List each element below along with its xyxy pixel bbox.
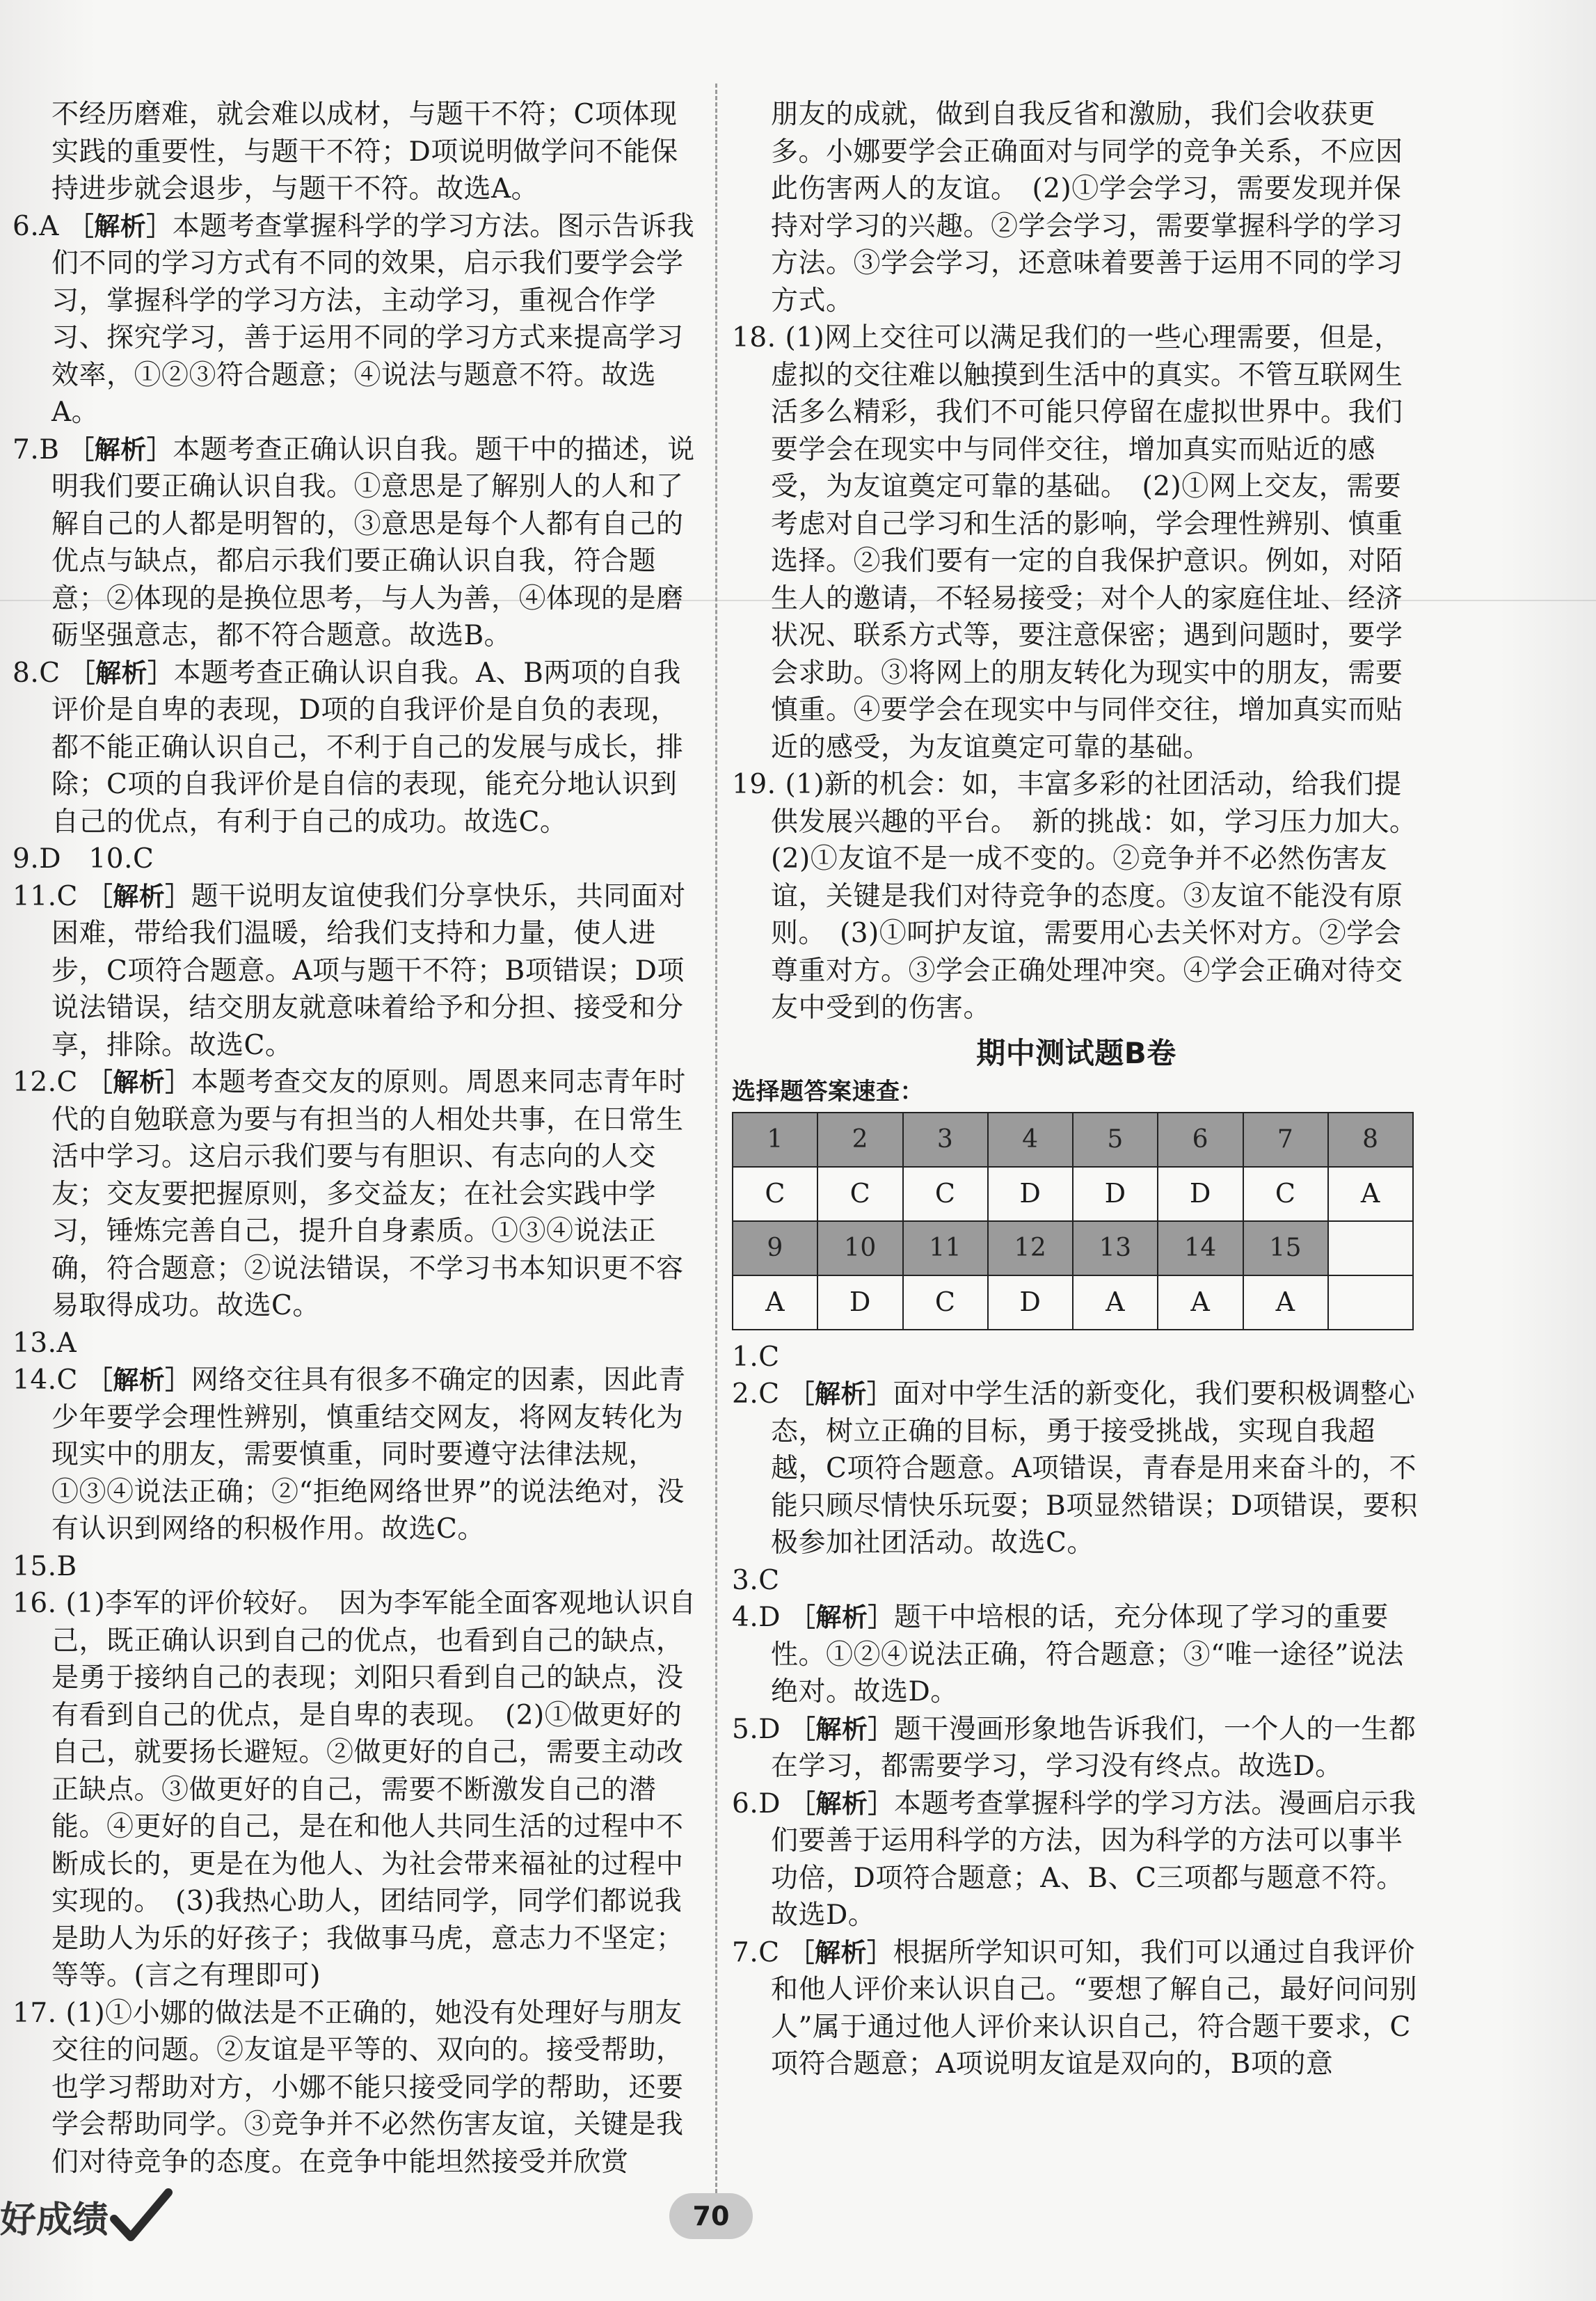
answer-item [13, 655, 701, 841]
answer-text: 题干中培根的话，充分体现了学习的重要性。①②④说法正确，符合题意；③“唯一途径”说法绝对。故选D。 [771, 1602, 1404, 1707]
analysis-tag: ［解析］ [789, 1714, 894, 1744]
answer-text: 网络交往具有很多不确定的因素，因此青少年要学会理性辨别，慎重结交网友，将网友转化为现实中的朋友，需要慎重，同时要遵守法律法规，①③④说法正确；②“拒绝网络世界”的说法绝对，没有认识到网络的积极作用。故选C。 [51, 1364, 686, 1545]
answer-cell: C [903, 1167, 988, 1221]
empty-cell [1328, 1275, 1413, 1330]
answer-cell: A [1243, 1275, 1328, 1330]
quick-answer-title: 选择题答案速查： [732, 1077, 924, 1106]
answer-item [13, 431, 701, 655]
analysis-tag: ［解析］ [788, 1379, 893, 1409]
answer-cell: C [903, 1275, 988, 1330]
question-number-cell: 8 [1328, 1113, 1413, 1167]
answer-cell: C [1243, 1167, 1328, 1221]
analysis-tag: ［解析］ [86, 1067, 191, 1097]
answer-table-number-row [733, 1221, 1413, 1275]
answer-text: (1)①小娜的做法是不正确的，她没有处理好与朋友交往的问题。②友谊是平等的、双向的。接受帮助，也学习帮助对方，小娜不能只接受同学的帮助，还要学会帮助同学。③竞争并不必然伤害友谊，关键是我们对待竞争的态度。在竞争中能坦然接受并欣赏 [51, 1997, 684, 2178]
answer-table-answer-row [733, 1275, 1413, 1330]
question-number-cell: 1 [733, 1113, 817, 1167]
question-number-cell: 6 [1158, 1113, 1243, 1167]
analysis-tag: ［解析］ [86, 881, 191, 911]
answer-item [732, 1711, 1421, 1785]
answer-item [13, 1064, 701, 1325]
question-number-cell: 2 [817, 1113, 902, 1167]
answer-number: 7.C [732, 1936, 780, 1968]
answer-text: 本题考查掌握科学的学习方法。图示告诉我们不同的学习方式有不同的效果，启示我们要学会学习，掌握科学的学习方法，主动学习，重视合作学习、探究学习，善于运用不同的学习方式来提高学习效率，①②③符合题意；④说法与题意不符。故选A。 [51, 210, 695, 428]
answer-number: 7.B [13, 433, 60, 465]
answer-continuation [13, 96, 701, 208]
answer-number: 1.C [732, 1341, 780, 1373]
question-number-cell: 12 [988, 1221, 1073, 1275]
answer-number: 13.A [13, 1327, 77, 1359]
question-number-cell: 4 [988, 1113, 1073, 1167]
question-number-cell: 3 [903, 1113, 988, 1167]
answer-item [13, 1585, 701, 1995]
answer-number: 8.C [13, 657, 61, 689]
question-number-cell: 13 [1073, 1221, 1158, 1275]
answer-item [13, 1548, 701, 1586]
answer-item [13, 208, 701, 431]
answer-table-number-row [733, 1113, 1413, 1167]
answer-item [732, 1599, 1421, 1711]
answer-cell: D [988, 1275, 1073, 1330]
answer-text: 朋友的成就，做到自我反省和激励，我们会收获更多。小娜要学会正确面对与同学的竞争关系，不应因此伤害两人的友谊。 (2)①学会学习，需要发现并保持对学习的兴趣。②学会学习，需要掌握科学的学习方法。③学会学习，还意味着要善于运用不同的学习方式。 [771, 99, 1403, 317]
answer-text: 不经历磨难，就会难以成材，与题干不符；C项体现实践的重要性，与题干不符；D项说明做学问不能保持进步就会退步，与题干不符。故选A。 [51, 99, 678, 205]
answer-cell: A [1328, 1167, 1413, 1221]
question-number-cell: 9 [733, 1221, 817, 1275]
answer-cell: D [1158, 1167, 1243, 1221]
analysis-tag: ［解析］ [789, 1602, 894, 1632]
empty-cell [1328, 1221, 1413, 1275]
answer-item [732, 766, 1431, 1027]
section-title: 期中测试题B卷 [976, 1035, 1176, 1070]
answer-number: 14.C [13, 1364, 78, 1396]
question-number-cell: 10 [817, 1221, 902, 1275]
answer-item [13, 1995, 701, 2181]
answer-text: (1)新的机会：如，丰富多彩的社团活动，给我们提供发展兴趣的平台。 新的挑战：如，学习压力加大。 (2)①友谊不是一成不变的。②竞争并不必然伤害友谊，关键是我们对待竞争的态度。③友谊不能没有原则。 (3)①呵护友谊，需要用心去关怀对方。②学会尊重对方。③学会正确处理冲突。④学会正确对待交友中受到的伤害。 [771, 769, 1431, 1024]
answer-number: 19. [732, 769, 776, 800]
answer-text: 面对中学生活的新变化，我们要积极调整心态，树立正确的目标，勇于接受挑战，实现自我超越，C项符合题意。A项错误，青春是用来奋斗的，不能只顾尽情快乐玩耍；B项显然错误；D项错误，要积极参加社团活动。故选C。 [771, 1378, 1418, 1559]
analysis-tag: ［解析］ [67, 211, 173, 241]
answer-number: 16. [13, 1588, 57, 1619]
brand-text: 好成绩 [0, 2199, 109, 2241]
analysis-tag: ［解析］ [789, 1788, 894, 1819]
answer-number: 6.D [732, 1788, 781, 1820]
answer-number: 6.A [13, 210, 59, 242]
footer-brand [0, 2188, 173, 2244]
answer-item [13, 1325, 701, 1362]
answer-cell: D [1073, 1167, 1158, 1221]
answer-text: 题干说明友谊使我们分享快乐，共同面对困难，带给我们温暖，给我们支持和力量，使人进步，C项符合题意。A项与题干不符；B项错误；D项说法错误，结交朋友就意味着给予和分担、接受和分享，排除。故选C。 [51, 880, 686, 1061]
answer-number: 9.D 10.C [13, 843, 154, 875]
answer-cell: C [733, 1167, 817, 1221]
right-column-answers-top [732, 96, 1431, 1027]
answer-text: 本题考查正确认识自我。题干中的描述，说明我们要正确认识自我。①意思是了解别人的人和了解自己的人都是明智的，③意思是每个人都有自己的优点与缺点，都启示我们要正确认识自我，符合题意；②体现的是换位思考，与人为善，④体现的是磨砺坚强意志，都不符合题意。故选B。 [51, 433, 695, 651]
answer-cell: A [733, 1275, 817, 1330]
answer-continuation [732, 96, 1421, 319]
answer-cell: D [988, 1167, 1073, 1221]
answer-item [732, 319, 1421, 766]
answer-item [732, 1934, 1421, 2083]
analysis-tag: ［解析］ [86, 1365, 191, 1395]
answer-text: (1)网上交往可以满足我们的一些心理需要，但是，虚拟的交往难以触摸到生活中的真实。不管互联网生活多么精彩，我们不可能只停留在虚拟世界中。我们要学会在现实中与同伴交往，增加真实而贴近的感受，为友谊奠定可靠的基础。 (2)①网上交友，需要考虑对自己学习和生活的影响，学会理性辨别、慎重选择。②我们要有一定的自我保护意识。例如，对陌生人的邀请，不轻易接受；对个人的家庭住址、经济状况、联系方式等，要注意保密；遇到问题时，要学会求助。③将网上的朋友转化为现实中的朋友，需要慎重。④要学会在现实中与同伴交往，增加真实而贴近的感受，为友谊奠定可靠的基础。 [771, 322, 1403, 763]
question-number-cell: 7 [1243, 1113, 1328, 1167]
column-divider [715, 83, 717, 2206]
answer-cell: C [817, 1167, 902, 1221]
analysis-tag: ［解析］ [69, 658, 174, 688]
answer-cell: A [1158, 1275, 1243, 1330]
answer-cell: D [817, 1275, 902, 1330]
answer-table-answer-row [733, 1167, 1413, 1221]
answer-number: 17. [13, 1997, 57, 2029]
answer-item [732, 1785, 1421, 1934]
right-column [732, 96, 1431, 2083]
answer-text: 根据所学知识可知，我们可以通过自我评价和他人评价来认识自己。“要想了解自己，最好问问别人”属于通过他人评价来认识自己，符合题干要求，C项符合题意；A项说明友谊是双向的，B项的意 [771, 1936, 1417, 2080]
question-number-cell: 11 [903, 1221, 988, 1275]
answer-text: (1)李军的评价较好。 因为李军能全面客观地认识自己，既正确认识到自己的优点，也看到自己的缺点，是勇于接纳自己的表现；刘阳只看到自己的缺点，没有看到自己的优点，是自卑的表现。 (2)①做更好的自己，就要扬长避短。②做更好的自己，需要主动改正缺点。③做更好的自己，需要不断激发自己的潜能。④更好的自己，是在和他人共同生活的过程中不断成长的，更是在为他人、为社会带来福祉的过程中实现的。 (3)我热心助人，团结同学，同学们都说我是助人为乐的好孩子；我做事马虎，意志力不坚定；等等。(言之有理即可) [51, 1588, 696, 1991]
answer-number: 4.D [732, 1602, 781, 1633]
answer-item [13, 878, 701, 1065]
question-number-cell: 15 [1243, 1221, 1328, 1275]
answer-number: 2.C [732, 1378, 780, 1410]
answer-table [732, 1112, 1414, 1330]
answer-number: 18. [732, 322, 776, 353]
answer-number: 3.C [732, 1564, 780, 1596]
question-number-cell: 5 [1073, 1113, 1158, 1167]
answer-item [732, 1562, 1421, 1600]
checkmark-icon [110, 2188, 173, 2244]
answer-text: 本题考查交友的原则。周恩来同志青年时代的自勉联意为要与有担当的人相处共事，在日常生活中学习。这启示我们要与有胆识、有志向的人交友；交友要把握原则，多交益友；在社会实践中学习，锤炼完善自己，提升自身素质。①③④说法正确，符合题意；②说法错误，不学习书本知识更不容易取得成功。故选C。 [51, 1067, 686, 1321]
right-column-answers-bottom [732, 1339, 1421, 2083]
answer-text: 题干漫画形象地告诉我们，一个人的一生都在学习，都需要学习，学习没有终点。故选D。 [771, 1713, 1417, 1782]
answer-number: 12.C [13, 1067, 78, 1098]
answer-item [13, 1362, 701, 1548]
answer-item [732, 1376, 1421, 1562]
analysis-tag: ［解析］ [788, 1937, 893, 1968]
left-column [13, 96, 701, 2181]
answer-item [732, 1339, 1421, 1376]
answer-cell: A [1073, 1275, 1158, 1330]
answer-number: 11.C [13, 880, 78, 912]
analysis-tag: ［解析］ [68, 434, 173, 465]
answer-number: 5.D [732, 1713, 781, 1745]
question-number-cell: 14 [1158, 1221, 1243, 1275]
answer-number: 15.B [13, 1550, 77, 1582]
answer-text: 本题考查正确认识自我。A、B两项的自我评价是自卑的表现，D项的自我评价是自负的表现，都不能正确认识自己，不利于自己的发展与成长，排除；C项的自我评价是自信的表现，能充分地认识到自己的优点，有利于自己的成功。故选C。 [51, 657, 684, 838]
answer-item [13, 841, 701, 878]
answer-text: 本题考查掌握科学的学习方法。漫画启示我们要善于运用科学的方法，因为科学的方法可以事半功倍，D项符合题意；A、B、C三项都与题意不符。故选D。 [771, 1788, 1417, 1931]
page-number: 70 [669, 2193, 753, 2239]
